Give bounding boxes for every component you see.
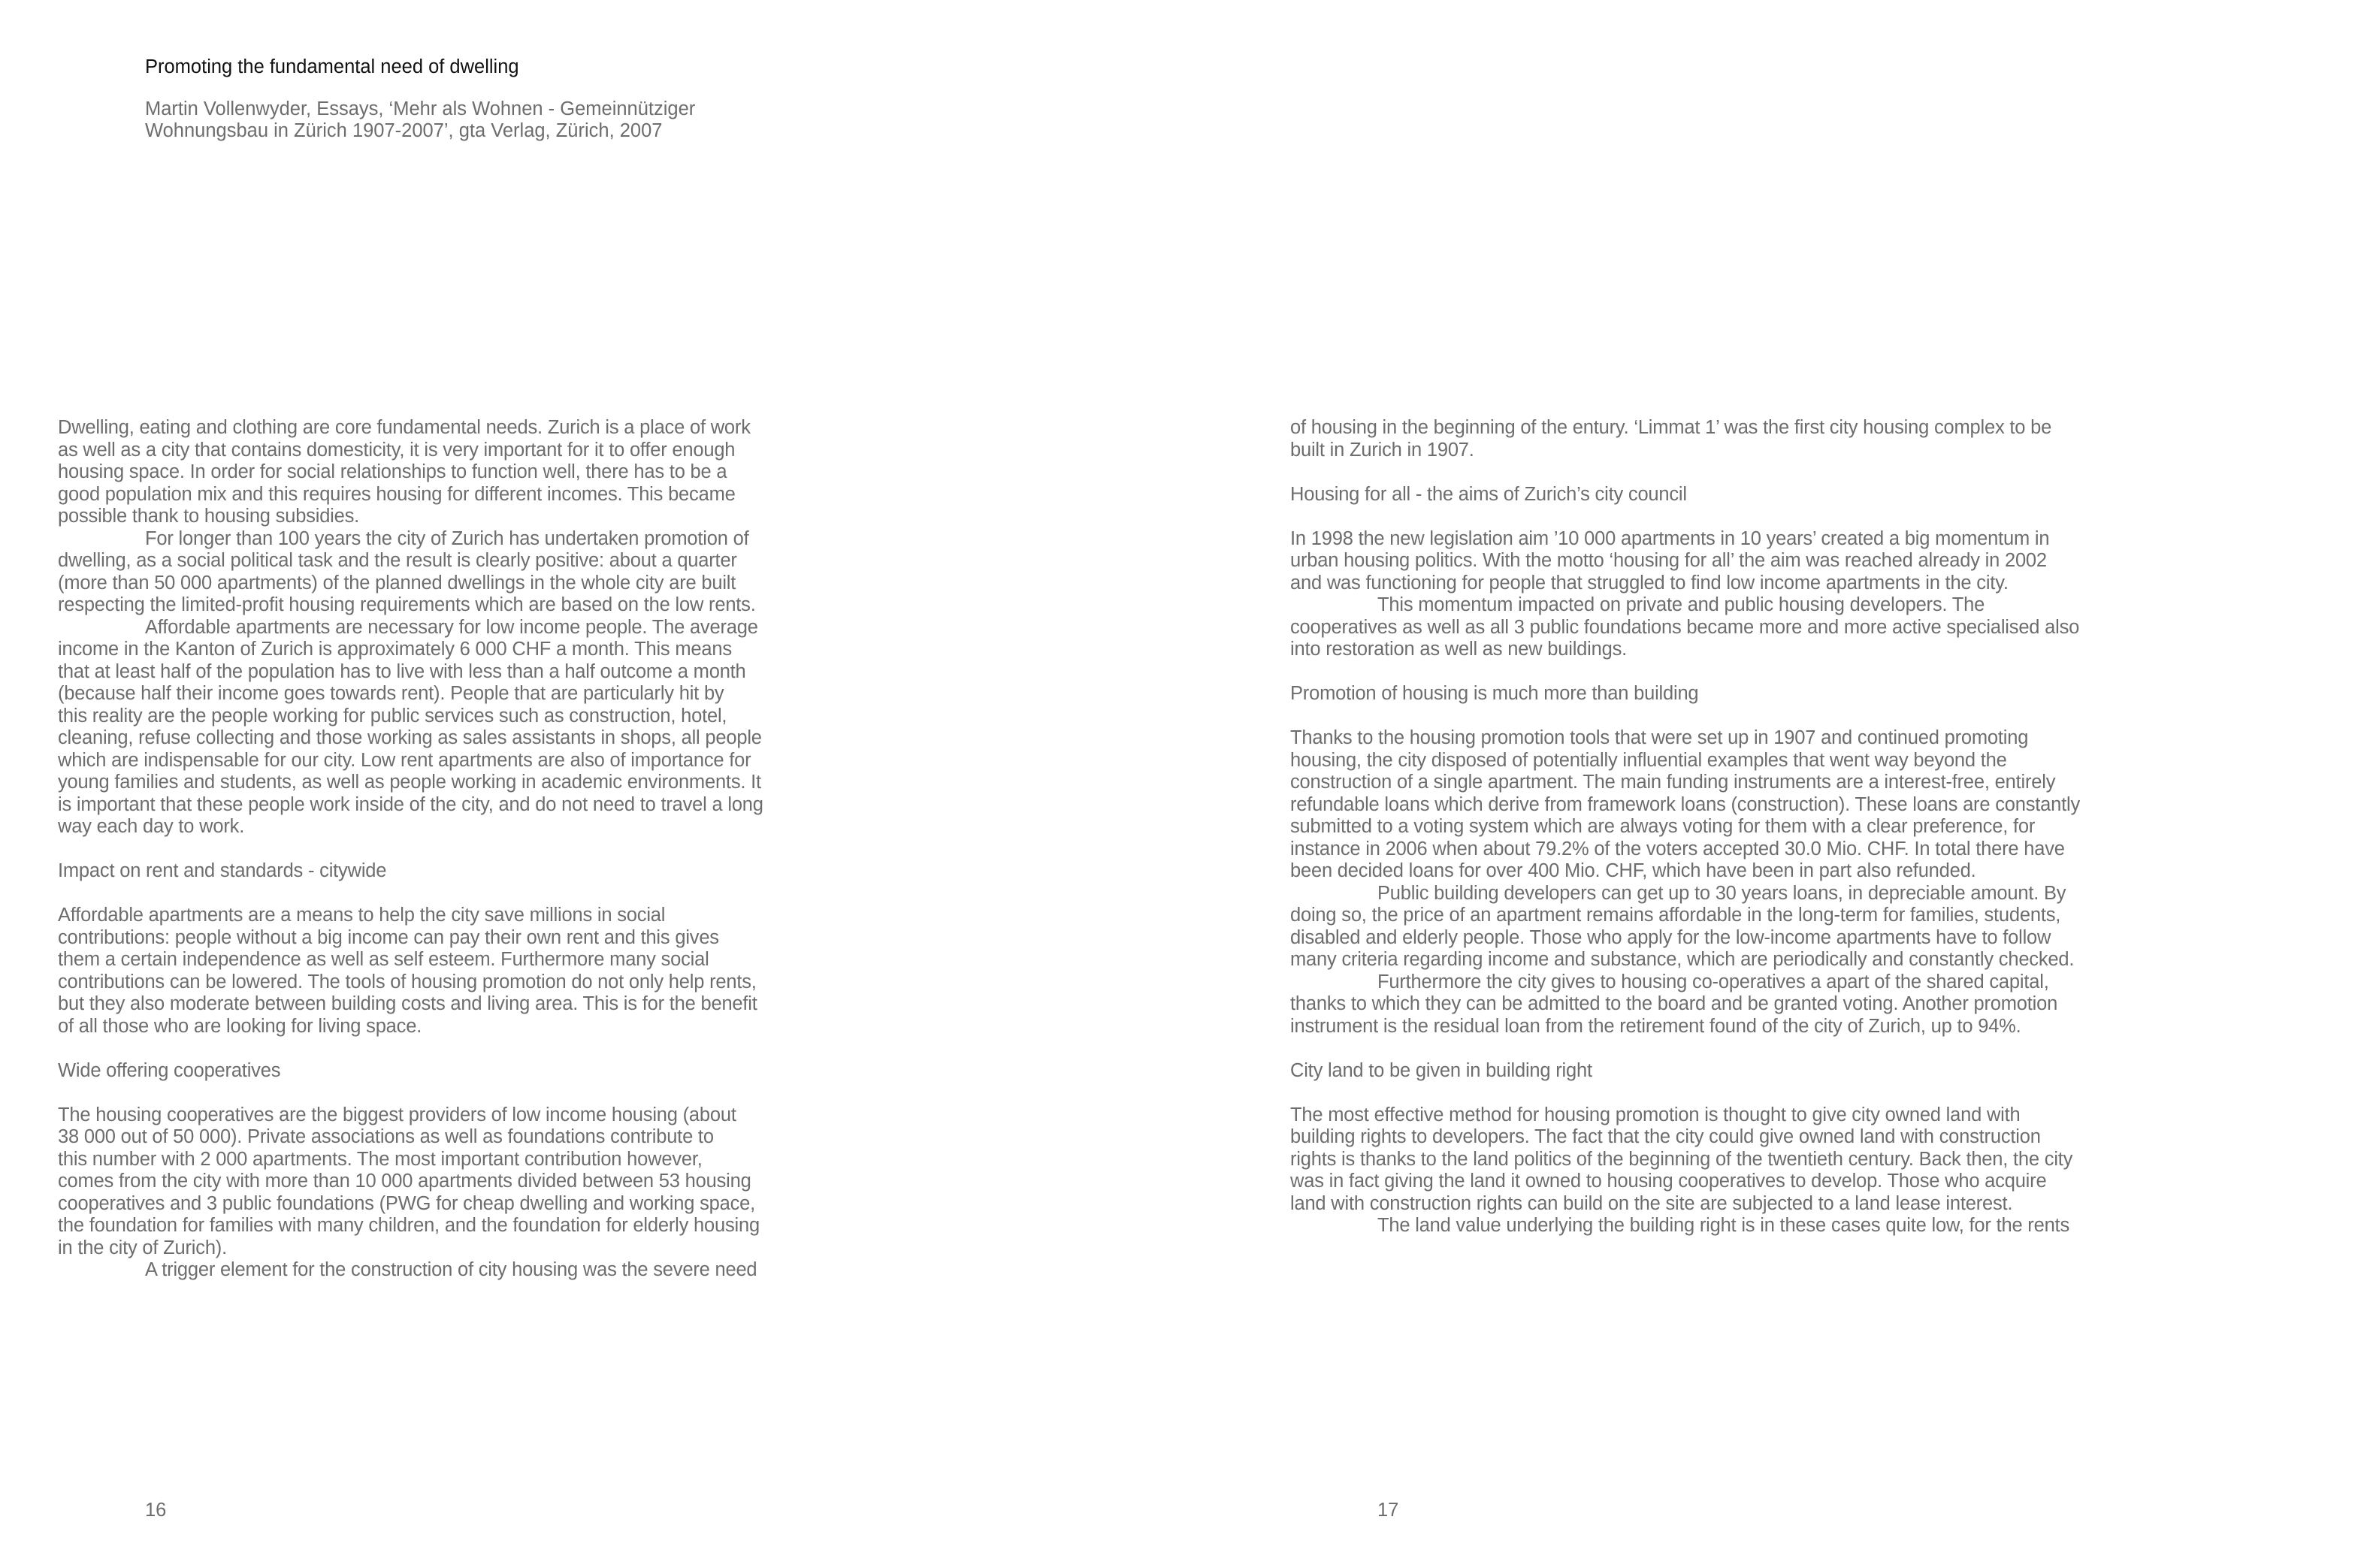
paragraph: Dwelling, eating and clothing are core fundamental needs. Zurich is a place of work as well as a city that contains domesticity, it is very important for it to offer enough housing space. In order for social relationships to function well, there has to be a good population mix and this requires housing for different incomes. This became possible thank to housing subsidies.	[58, 417, 751, 527]
section-heading: Impact on rent and standards - citywide	[58, 860, 387, 881]
paragraph: A trigger element for the construction of city housing was the severe need	[145, 1259, 757, 1280]
paragraph: Thanks to the housing promotion tools that were set up in 1907 and continued promoting housing, the city disposed of potentially influential examples that went way beyond the construction of a single apartment. The main funding instruments are a interest-free, entirely refundable loans which derive from framework loans (construction). These loans are constantly submitted to a voting system which are always voting for them with a clear preference, for instance in 2006 when about 79.2% of the voters accepted 30.0 Mio. CHF. In total there have been decided loans for over 400 Mio. CHF, which have been in part also refunded.	[1290, 727, 2081, 881]
page-number-right: 17	[1377, 1500, 1399, 1521]
paragraph: The housing cooperatives are the biggest providers of low income housing (about 38 000 out of 50 000). Private associations as well as foundations contribute to this number with 2 000 apartments. The most important contribution however, comes from the city with more than 10 000 apartments divided between 53 housing cooperatives and 3 public foundations (PWG for cheap dwelling and working space, the foundation for families with many children, and the foundation for elderly housing in the city of Zurich).	[58, 1104, 760, 1258]
paragraph: Affordable apartments are a means to help the city save millions in social contributions: people without a big income can pay their own rent and this gives them a certain independence as well as self esteem. Furthermore many social contributions can be lowered. The tools of housing promotion do not only help rents, but they also moderate between building costs and living area. This is for the benefit of all those who are looking for living space.	[58, 905, 757, 1037]
section-heading: City land to be given in building right	[1290, 1059, 1592, 1081]
essay-title: Promoting the fundamental need of dwelling	[145, 56, 519, 77]
paragraph: In 1998 the new legislation aim ’10 000 apartments in 10 years’ created a big momentum in urban housing politics. With the motto ‘housing for all’ the aim was reached already in 2002 and was functioning for people that struggled to find low income apartments in the city.	[1290, 527, 2050, 594]
paragraph: of housing in the beginning of the entury. ‘Limmat 1’ was the first city housing complex to be built in Zurich in 1907.	[1290, 417, 2052, 461]
paragraph: Furthermore the city gives to housing co-operatives a apart of the shared capital, thanks to which they can be admitted to the board and be granted voting. Another promotion instrument is the residual loan from the retirement found of the city of Zurich, up to 94%.	[1290, 971, 2058, 1037]
paragraph: Public building developers can get up to 30 years loans, in depreciable amount. By doing so, the price of an apartment remains affordable in the long-term for families, students, disabled and elderly people. Those who apply for the low-income apartments have to follow many criteria regarding income and substance, which are periodically and constantly checked.	[1290, 882, 2075, 970]
section-heading: Promotion of housing is much more than building	[1290, 683, 1699, 704]
paragraph: This momentum impacted on private and public housing developers. The cooperatives as well as all 3 public foundations became more and more active specialised also into restoration as well as new buildings.	[1290, 594, 2080, 660]
paragraph: Affordable apartments are necessary for low income people. The average income in the Kanton of Zurich is approximately 6 000 CHF a month. This means that at least half of the population has to live with less than a half outcome a month (because half their income goes towards rent). People that are particularly hit by this reality are the people working for public services such as construction, hotel, cleaning, refuse collecting and those working as sales assistants in shops, all people which are indispensable for our city. Low rent apartments are also of importance for young families and students, as well as people working in academic environments. It is important that these people work inside of the city, and do not need to travel a long way each day to work.	[58, 616, 763, 837]
paragraph: The most effective method for housing promotion is thought to give city owned land with building rights to developers. The fact that the city could give owned land with construction rights is thanks to the land politics of the beginning of the twentieth century. Back then, the city was in fact giving the land it owned to housing cooperatives to develop. Those who acquire land with construction rights can build on the site are subjected to a land lease interest.	[1290, 1104, 2073, 1214]
page-number-left: 16	[145, 1500, 167, 1521]
left-page-column	[58, 417, 832, 1282]
right-page-column	[1290, 417, 2154, 1237]
section-heading: Wide offering cooperatives	[58, 1059, 281, 1081]
source-line-2: Wohnungsbau in Zürich 1907-2007’, gta Verlag, Zürich, 2007	[145, 120, 663, 141]
source-line-1: Martin Vollenwyder, Essays, ‘Mehr als Wohnen - Gemeinnütziger	[145, 98, 696, 119]
source-citation	[145, 98, 972, 142]
paragraph: For longer than 100 years the city of Zurich has undertaken promotion of dwelling, as a social political task and the result is clearly positive: about a quarter (more than 50 000 apartments) of the planned dwellings in the whole city are built respecting the limited-profit housing requirements which are based on the low rents.	[58, 527, 756, 615]
section-heading: Housing for all - the aims of Zurich’s city council	[1290, 483, 1687, 505]
paragraph: The land value underlying the building right is in these cases quite low, for the rents	[1377, 1215, 2069, 1236]
